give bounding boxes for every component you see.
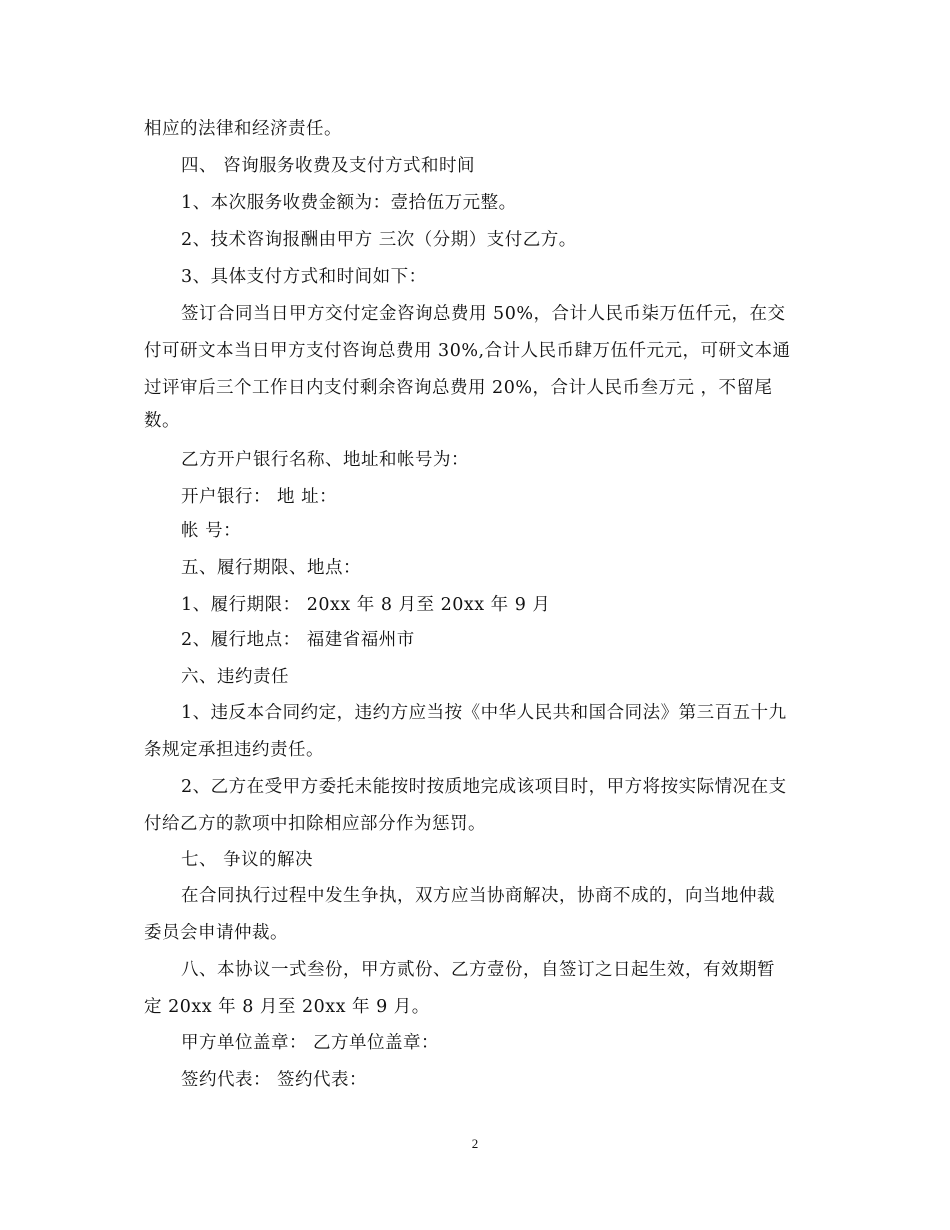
text-line: 2、技术咨询报酬由甲方 三次（分期）支付乙方。: [181, 230, 577, 250]
seal-line: 甲方单位盖章： 乙方单位盖章：: [181, 1033, 440, 1053]
text-line: 在合同执行过程中发生争执，双方应当协商解决，协商不成的，向当地仲裁: [181, 886, 775, 906]
section-heading-four: 四、 咨询服务收费及支付方式和时间: [181, 156, 476, 176]
text-line: 相应的法律和经济责任。: [144, 119, 342, 139]
text-line: 付可研文本当日甲方支付咨询总费用 30%,合计人民币肆万伍仟元元，可研文本通: [144, 341, 791, 361]
section-heading-seven: 七、 争议的解决: [181, 850, 314, 870]
text-line: 付给乙方的款项中扣除相应部分作为惩罚。: [144, 814, 486, 834]
text-line: 签订合同当日甲方交付定金咨询总费用 50%，合计人民币柒万伍仟元，在交: [181, 304, 786, 324]
text-line: 过评审后三个工作日内支付剩余咨询总费用 20%，合计人民币叁万元 ，不留尾: [144, 378, 773, 398]
signature-line: 签约代表： 签约代表：: [181, 1070, 368, 1090]
text-line: 帐 号：: [181, 521, 242, 541]
text-line: 2、乙方在受甲方委托未能按时按质地完成该项目时，甲方将按实际情况在支: [181, 777, 787, 797]
text-line: 1、履行期限： 20xx 年 8 月至 20xx 年 9 月: [181, 595, 551, 615]
text-line: 乙方开户银行名称、地址和帐号为：: [181, 450, 469, 470]
section-heading-six: 六、违约责任: [181, 667, 289, 687]
section-heading-eight: 八、本协议一式叁份，甲方贰份、乙方壹份，自签订之日起生效，有效期暂: [181, 960, 775, 980]
text-line: 3、具体支付方式和时间如下：: [181, 267, 427, 287]
text-line: 开户银行： 地 址：: [181, 487, 338, 507]
section-heading-five: 五、履行期限、地点：: [181, 558, 361, 578]
text-line: 1、本次服务收费金额为：壹拾伍万元整。: [181, 193, 517, 213]
text-line: 条规定承担违约责任。: [144, 740, 324, 760]
text-line: 2、履行地点： 福建省福州市: [181, 630, 415, 650]
text-line: 1、违反本合同约定，违约方应当按《中华人民共和国合同法》第三百五十九: [181, 703, 787, 723]
text-line: 数。: [144, 411, 180, 431]
text-line: 定 20xx 年 8 月至 20xx 年 9 月。: [144, 997, 430, 1017]
text-line: 委员会申请仲裁。: [144, 923, 288, 943]
page-number: 2: [471, 1136, 479, 1151]
